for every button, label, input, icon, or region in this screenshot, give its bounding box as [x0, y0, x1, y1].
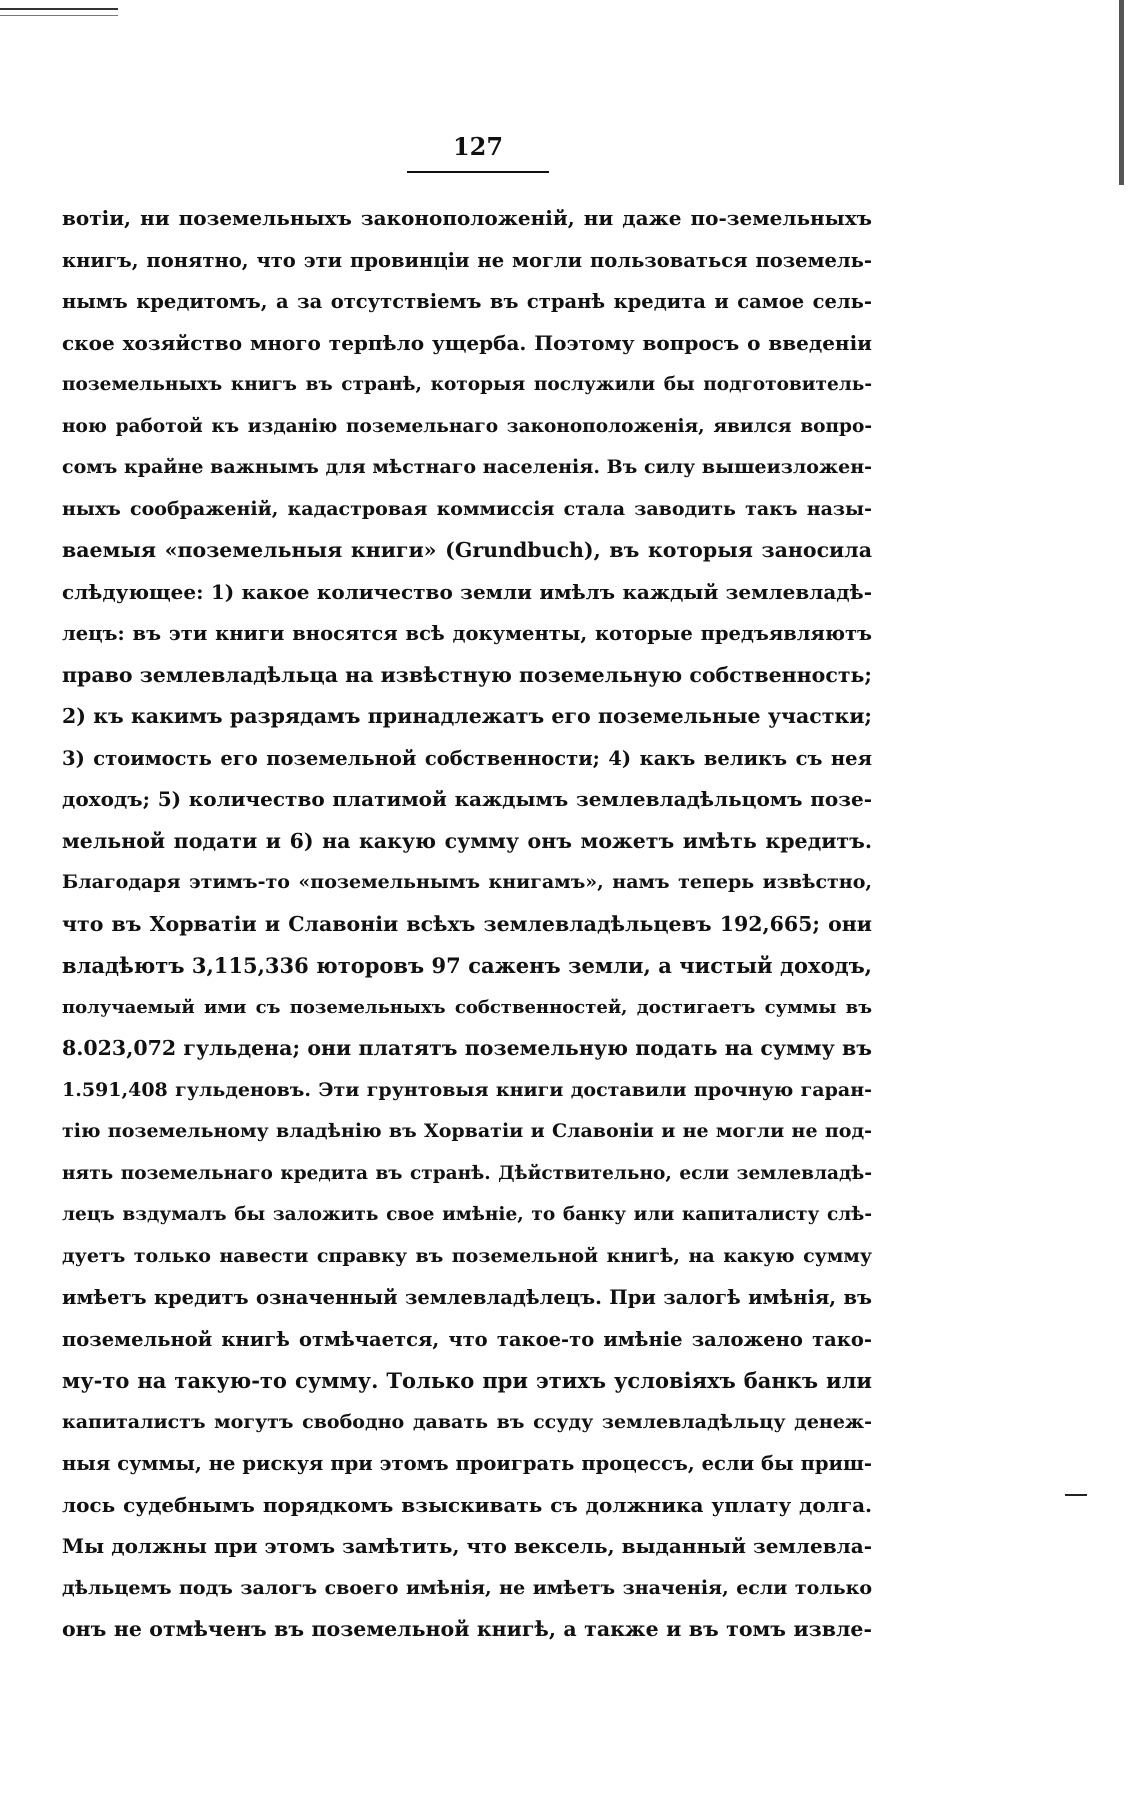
text-line: вотіи, ни поземельныхъ законоположеній, ни даже по-земельныхъ [62, 206, 872, 230]
text-line: владѣютъ 3,115,336 юторовъ 97 саженъ земли, а чистый доходъ, [62, 953, 872, 978]
text-line: что въ Хорватіи и Славоніи всѣхъ землевладѣльцевъ 192,665; они [62, 911, 872, 936]
text-line: ваемыя «поземельныя книги» (Grundbuch), въ которыя заносила [62, 538, 872, 562]
text-line: сомъ крайне важнымъ для мѣстнаго населенія. Въ силу вышеизложен- [62, 456, 872, 478]
text-line: дѣльцемъ подъ залогъ своего имѣнія, не имѣетъ значенія, если только [62, 1576, 872, 1599]
text-line: книгъ, понятно, что эти провинціи не могли пользоваться поземель- [62, 248, 872, 272]
text-line: онъ не отмѣченъ въ поземельной книгѣ, а также и въ томъ извле- [62, 1617, 872, 1641]
scan-top-rule [0, 8, 118, 10]
text-line: 3) стоимость его поземельной собственности; 4) какъ великъ съ нея [62, 746, 872, 770]
page-number: 127 [452, 132, 504, 161]
margin-dash-mark [1065, 1494, 1087, 1496]
text-line: Благодаря этимъ-то «поземельнымъ книгамъ», намъ теперь извѣстно, [62, 871, 872, 893]
text-line: поземельной книгѣ отмѣчается, что такое-то имѣніе заложено тако- [62, 1327, 872, 1351]
text-line: ныхъ соображеній, кадастровая коммиссія стала заводить такъ назы- [62, 497, 872, 520]
text-line: поземельныхъ книгъ въ странѣ, которыя послужили бы подготовитель- [62, 374, 872, 395]
text-line: доходъ; 5) количество платимой каждымъ землевладѣльцомъ позе- [62, 787, 872, 811]
text-line: Мы должны при этомъ замѣтить, что вексель, выданный землевла- [62, 1534, 872, 1558]
text-line: му-то на такую-то сумму. Только при этихъ условіяхъ банкъ или [62, 1368, 872, 1393]
text-line: лось судебнымъ порядкомъ взыскивать съ должника уплату долга. [62, 1492, 872, 1517]
text-line: ныя суммы, не рискуя при этомъ проиграть процессъ, если бы приш- [62, 1452, 872, 1475]
text-line: ною работой къ изданію поземельнаго законоположенія, явился вопро- [62, 415, 872, 437]
text-line: капиталистъ могутъ свободно давать въ ссуду землевладѣльцу денеж- [62, 1410, 872, 1433]
text-line: 1.591,408 гульденовъ. Эти грунтовыя книги доставили прочную гаран- [62, 1078, 872, 1101]
body-text [62, 198, 872, 1651]
text-line: мельной подати и 6) на какую сумму онъ можетъ имѣть кредитъ. [62, 828, 872, 853]
text-line: дуетъ только навести справку въ поземельной книгѣ, на какую сумму [62, 1244, 872, 1267]
page-number-underline [407, 171, 549, 173]
text-line: ское хозяйство много терпѣло ущерба. Поэтому вопросъ о введеніи [62, 330, 872, 355]
scan-right-edge-mark [1119, 0, 1124, 185]
text-line: нять поземельнаго кредита въ странѣ. Дѣйствительно, если землевладѣ- [62, 1162, 872, 1184]
text-line: слѣдующее: 1) какое количество земли имѣлъ каждый землевладѣ- [62, 579, 872, 604]
text-line: лецъ: въ эти книги вносятся всѣ документы, которые предъявляютъ [62, 622, 872, 645]
text-line: лецъ вздумалъ бы заложить свое имѣніе, то банку или капиталисту слѣ- [62, 1204, 872, 1225]
text-line: 8.023,072 гульдена; они платятъ поземельную подать на сумму въ [62, 1036, 872, 1060]
text-line: имѣетъ кредитъ означенный землевладѣлецъ. При залогѣ имѣнія, въ [62, 1286, 872, 1309]
text-line: право землевладѣльца на извѣстную поземельную собственность; [62, 662, 872, 687]
text-line: 2) къ какимъ разрядамъ принадлежатъ его поземельные участки; [62, 704, 872, 728]
text-line: тію поземельному владѣнію въ Хорватіи и Славоніи и не могли не под- [62, 1120, 872, 1142]
text-line: получаемый ими съ поземельныхъ собственностей, достигаетъ суммы въ [62, 996, 872, 1018]
text-line: нымъ кредитомъ, а за отсутствіемъ въ странѣ кредита и самое сель- [62, 290, 872, 313]
scan-top-rule-secondary [0, 15, 118, 16]
